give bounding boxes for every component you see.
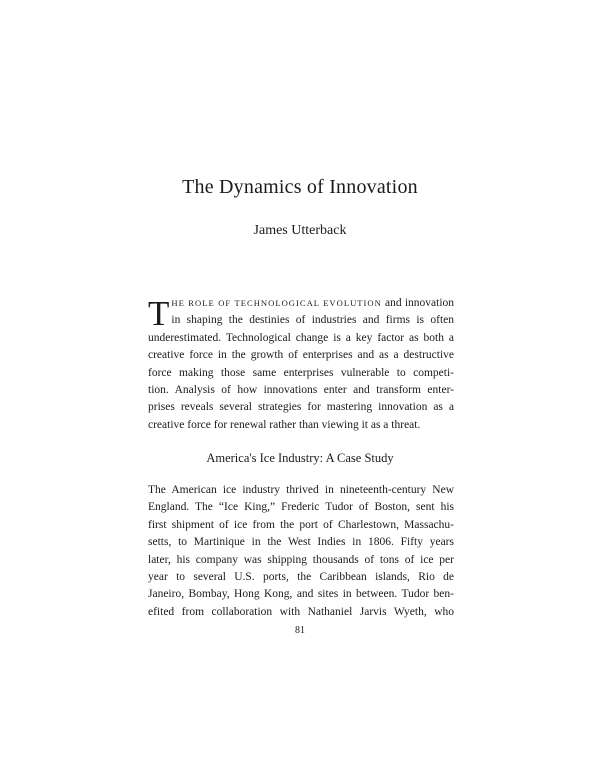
abstract-line: underestimated. Technological change is a key factor as both a [148, 331, 454, 344]
page-number: 81 [295, 625, 305, 636]
abstract-line [148, 295, 454, 312]
abstract-line: force making those same enterprises vulnerable to competi- [148, 366, 454, 379]
small-caps-lead: HE ROLE OF TECHNOLOGICAL EVOLUTION [171, 298, 382, 308]
abstract-line: creative force in the growth of enterprises and as a destructive [148, 349, 454, 362]
chapter-title: The Dynamics of Innovation [182, 176, 418, 198]
body-line: setts, to Martinique in the West Indies in 1806. Fifty years [148, 536, 454, 549]
body-line: year to several U.S. ports, the Caribbean islands, Rio de [148, 570, 454, 583]
abstract-line-rest: and innovation [385, 297, 455, 309]
author-name: James Utterback [253, 223, 347, 238]
body-line: first shipment of ice from the port of Charlestown, Massachu- [148, 518, 454, 531]
body-line: The American ice industry thrived in nineteenth-century New [148, 484, 454, 496]
body-line: Janeiro, Bombay, Hong Kong, and sites in between. Tudor ben- [148, 588, 454, 601]
body-line: efited from collaboration with Nathaniel Jarvis Wyeth, who [148, 605, 454, 618]
abstract-line: prises reveals several strategies for mastering innovation as a [148, 401, 454, 414]
abstract-paragraph [148, 295, 454, 434]
abstract-line: tion. Analysis of how innovations enter and transform enter- [148, 383, 454, 396]
body-line: England. The “Ice King,” Frederic Tudor of Boston, sent his [148, 501, 454, 514]
body-paragraph [148, 482, 454, 621]
abstract-line: in shaping the destinies of industries and firms is often [171, 314, 454, 327]
section-heading: America's Ice Industry: A Case Study [206, 451, 394, 465]
body-line: later, his company was shipping thousands of tons of ice per [148, 553, 454, 566]
abstract-line: creative force for renewal rather than viewing it as a threat. [148, 418, 421, 431]
drop-cap: T [148, 294, 170, 333]
